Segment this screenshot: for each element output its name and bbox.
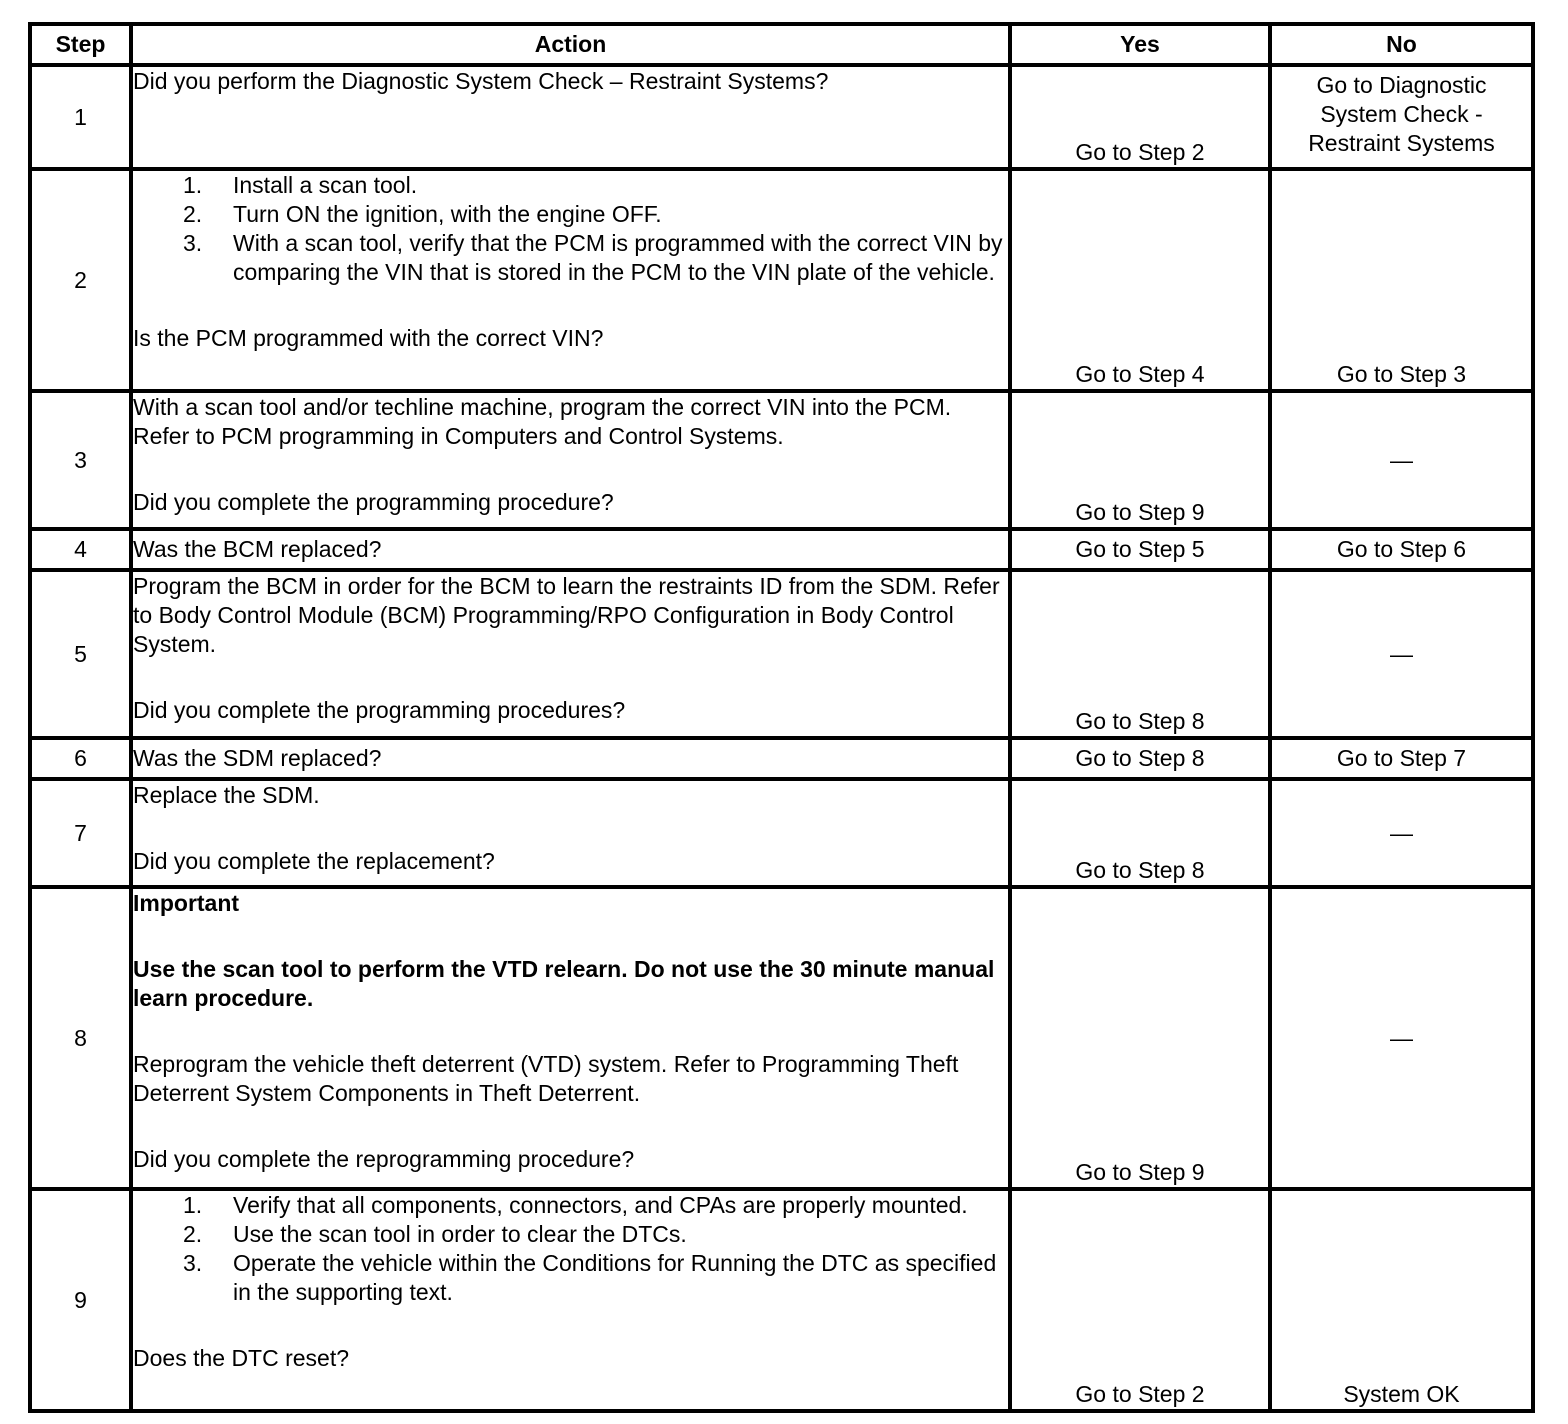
step-number: 4: [30, 529, 131, 570]
step-number: 2: [30, 169, 131, 391]
step-number: 6: [30, 738, 131, 779]
yes-cell: Go to Step 9: [1010, 391, 1270, 529]
yes-cell: Go to Step 8: [1010, 779, 1270, 887]
step-number: 5: [30, 570, 131, 738]
step-number: 9: [30, 1189, 131, 1411]
action-question: Did you complete the replacement?: [133, 848, 495, 874]
table-row: [30, 391, 1533, 529]
header-row: [30, 24, 1533, 65]
yes-cell: Go to Step 2: [1010, 65, 1270, 169]
table-row: [30, 738, 1533, 779]
action-text: With a scan tool and/or techline machine, program the correct VIN into the PCM. Refer to PCM programming in Computers and Control Systems.: [133, 394, 952, 449]
table-row: [30, 570, 1533, 738]
action-cell: [131, 570, 1010, 738]
no-cell: [1270, 65, 1533, 169]
action-question: Did you complete the programming procedures?: [133, 697, 626, 723]
action-question: Was the SDM replaced?: [133, 745, 382, 771]
no-cell: —: [1270, 779, 1533, 887]
table-row: [30, 529, 1533, 570]
list-number: 2.: [183, 1221, 203, 1247]
list-item: [133, 200, 1008, 229]
diagnostic-table: [28, 22, 1535, 1413]
list-item: [133, 229, 1008, 287]
list-text: With a scan tool, verify that the PCM is programmed with the correct VIN by comparing the VIN that is stored in the PCM to the VIN plate of the vehicle.: [233, 230, 1003, 285]
no-cell: —: [1270, 887, 1533, 1189]
action-text: Reprogram the vehicle theft deterrent (VTD) system. Refer to Programming Theft Deterrent System Components in Theft Deterrent.: [133, 1051, 959, 1106]
no-cell: System OK: [1270, 1189, 1533, 1411]
table-row: [30, 887, 1533, 1189]
list-item: [133, 1220, 1008, 1249]
yes-cell: Go to Step 8: [1010, 570, 1270, 738]
list-text: Install a scan tool.: [233, 172, 418, 198]
yes-cell: Go to Step 8: [1010, 738, 1270, 779]
no-line: Restraint Systems: [1308, 130, 1495, 156]
list-text: Operate the vehicle within the Conditions for Running the DTC as specified in the supporting text.: [233, 1250, 997, 1305]
list-text: Verify that all components, connectors, and CPAs are properly mounted.: [233, 1192, 968, 1218]
list-text: Use the scan tool in order to clear the DTCs.: [233, 1221, 687, 1247]
action-question: Was the BCM replaced?: [133, 536, 382, 562]
no-cell: Go to Step 7: [1270, 738, 1533, 779]
action-cell: [131, 738, 1010, 779]
list-number: 1.: [183, 1192, 203, 1218]
action-question: Does the DTC reset?: [133, 1345, 350, 1371]
action-text: Program the BCM in order for the BCM to learn the restraints ID from the SDM. Refer to Body Control Module (BCM) Programming/RPO Configuration in Body Control System.: [133, 573, 1000, 657]
action-cell: [131, 529, 1010, 570]
table-row: [30, 1189, 1533, 1411]
yes-cell: Go to Step 9: [1010, 887, 1270, 1189]
list-number: 2.: [183, 201, 203, 227]
yes-cell: Go to Step 5: [1010, 529, 1270, 570]
table-row: [30, 169, 1533, 391]
action-question: Is the PCM programmed with the correct VIN?: [133, 325, 604, 351]
no-cell: Go to Step 3: [1270, 169, 1533, 391]
no-cell: —: [1270, 391, 1533, 529]
no-line: Go to Diagnostic: [1316, 72, 1487, 98]
list-item: [133, 1191, 1008, 1220]
header-yes: Yes: [1010, 24, 1270, 65]
action-cell: [131, 169, 1010, 391]
step-number: 8: [30, 887, 131, 1189]
step-number: 7: [30, 779, 131, 887]
header-step: Step: [30, 24, 131, 65]
important-label: Important: [133, 890, 240, 916]
action-text: Replace the SDM.: [133, 782, 320, 808]
yes-cell: Go to Step 2: [1010, 1189, 1270, 1411]
yes-cell: Go to Step 4: [1010, 169, 1270, 391]
list-number: 3.: [183, 1250, 203, 1276]
step-number: 1: [30, 65, 131, 169]
action-cell: [131, 65, 1010, 169]
step-number: 3: [30, 391, 131, 529]
action-cell: [131, 1189, 1010, 1411]
table-row: [30, 65, 1533, 169]
list-number: 1.: [183, 172, 203, 198]
table-row: [30, 779, 1533, 887]
no-cell: —: [1270, 570, 1533, 738]
action-list: [133, 171, 1008, 287]
list-number: 3.: [183, 230, 203, 256]
no-cell: Go to Step 6: [1270, 529, 1533, 570]
list-text: Turn ON the ignition, with the engine OFF.: [233, 201, 662, 227]
header-action: Action: [131, 24, 1010, 65]
action-question: Did you complete the programming procedure?: [133, 489, 614, 515]
action-question: Did you perform the Diagnostic System Check – Restraint Systems?: [133, 68, 829, 94]
list-item: [133, 171, 1008, 200]
action-cell: [131, 779, 1010, 887]
important-text: Use the scan tool to perform the VTD relearn. Do not use the 30 minute manual learn procedure.: [133, 956, 995, 1011]
action-question: Did you complete the reprogramming procedure?: [133, 1146, 635, 1172]
action-list: [133, 1191, 1008, 1307]
action-cell: [131, 887, 1010, 1189]
action-cell: [131, 391, 1010, 529]
list-item: [133, 1249, 1008, 1307]
header-no: No: [1270, 24, 1533, 65]
no-line: System Check -: [1320, 101, 1483, 127]
